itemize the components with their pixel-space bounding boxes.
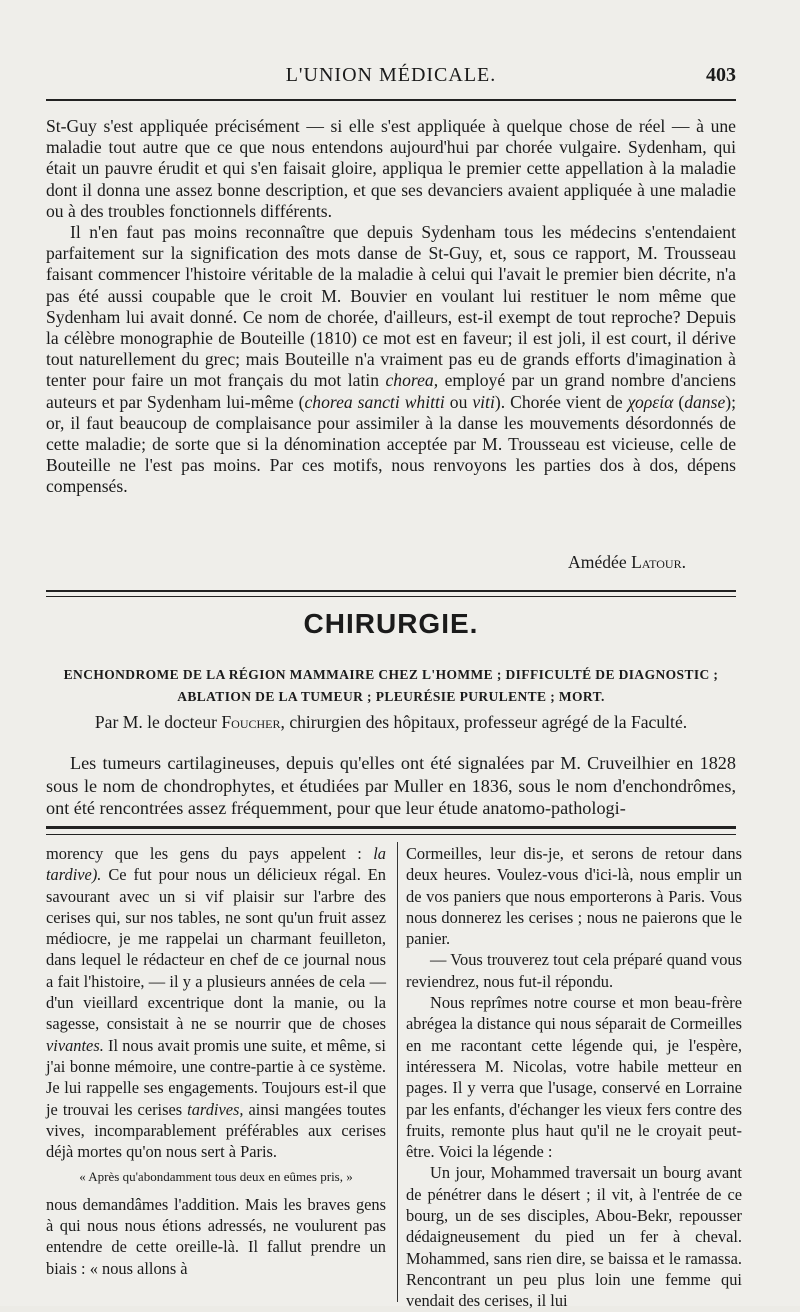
running-title: L'UNION MÉDICALE. bbox=[285, 64, 497, 86]
lead-article bbox=[46, 752, 736, 820]
byline-author: Foucher bbox=[221, 712, 281, 732]
feuilleton-left-column bbox=[46, 843, 386, 1279]
left-text-a: morency que les gens du pays appelent : bbox=[46, 844, 374, 863]
left-italic-a: la tardive). bbox=[46, 844, 386, 885]
greek-word: χορεία bbox=[627, 391, 674, 412]
page-number: 403 bbox=[706, 64, 736, 86]
column-separator bbox=[397, 842, 398, 1302]
paragraph-2-part-b: employé par un grand nombre d'anciens auteurs et par Sydenham lui-même ( bbox=[46, 370, 736, 412]
lead-paragraph: Les tumeurs cartilagineuses, depuis qu'elles ont été signalées par M. Cruveilhier en 1828 sous le nom de chondrophytes, et étudiées par Muller en 1836, sous le nom d'enchondrômes, ont été rencontrées assez fréquemment, pour que leur étude anatomo-pathologi- bbox=[46, 753, 736, 818]
latin-word-viti: viti bbox=[472, 391, 495, 412]
signature bbox=[46, 552, 686, 573]
article-title-line-2: ABLATION DE LA TUMEUR ; PLEURÉSIE PURULENTE ; MORT. bbox=[177, 689, 605, 704]
left-paragraph-2: nous demandâmes l'addition. Mais les braves gens à qui nous nous étions adressés, ne voulurent pas entendre de cette oreille-là. Il fallut prendre un biais : « nous allons à bbox=[46, 1194, 386, 1278]
left-paragraph-1 bbox=[46, 843, 386, 1162]
article-title bbox=[46, 664, 736, 708]
right-paragraph-1: Cormeilles, leur dis-je, et serons de retour dans deux heures. Voulez-vous d'ici-là, nous emplir un de vos paniers que nous emporterons à Paris. Vous nous donnerez les cerises ; nous ne paierons que le panier. bbox=[406, 844, 742, 949]
feuilleton-right-column bbox=[406, 843, 742, 1312]
latin-word-chorea: chorea, bbox=[385, 370, 439, 391]
paragraph-2-part-e: ); or, il faut beaucoup de complaisance pour assimiler à la danse les mouvements désordonnés de cette maladie; de sorte que si la dénomination acceptée par M. Trousseau est vicieuse, celle de Bouteille ne l'est pas moins. Par ces motifs, nous renvoyons les parties dos à dos, dépens compensés. bbox=[46, 391, 736, 497]
word-danse: danse bbox=[684, 391, 726, 412]
top-article-paragraph-1: St-Guy s'est appliquée précisément — si elle s'est appliquée à quelque chose de réel — à une maladie tout autre que ce que nous entendons aujourd'hui par chorée vulgaire. Sydenham, qui était un pauvre érudit et qui s'en faisait gloire, appliqua le premier cette appellation à la maladie dont il donna une assez bonne description, et que ses devanciers avaient appliquée à une maladie ou à des troubles fonctionnels différents. bbox=[46, 116, 736, 221]
top-article-paragraph-2 bbox=[46, 222, 736, 498]
paragraph-2-ou: ou bbox=[444, 391, 473, 412]
article-title-line-1: ENCHONDROME DE LA RÉGION MAMMAIRE CHEZ L'HOMME ; DIFFICULTÉ DE DIAGNOSTIC ; bbox=[63, 667, 719, 682]
signature-first-name: Amédée bbox=[568, 552, 632, 572]
left-italic-c: tardives, bbox=[187, 1099, 244, 1119]
right-paragraph-2: — Vous trouverez tout cela préparé quand vous reviendrez, nous fut-il répondu. bbox=[406, 950, 742, 991]
left-text-d: ainsi mangées toutes vives, incomparablement préférables aux cerises déjà mortes qu'on nous sert à Paris. bbox=[46, 1099, 386, 1162]
paragraph-2-part-c: ). Chorée vient de bbox=[494, 391, 628, 412]
verse-quote: « Après qu'abondamment tous deux en eûmes pris, » bbox=[79, 1169, 353, 1185]
section-title: CHIRURGIE. bbox=[303, 608, 479, 639]
latin-phrase: chorea sancti whitti bbox=[304, 391, 445, 412]
left-text-b: Ce fut pour nous un délicieux régal. En savourant avec un si vif plaisir sur l'arbre des cerises qui, sur nos tables, ne sont qu'un fruit assez médiocre, je me rappelai un charmant feuilleton, dans lequel le rédacteur en chef de ce journal nous a fait l'histoire, — il y a plusieurs années de cela — d'un vieillard excentrique dont la manie, ou la sagesse, consistait à ne se nourrir que de choses bbox=[46, 865, 386, 1034]
left-italic-b: vivantes. bbox=[46, 1035, 104, 1055]
feuilleton-rule bbox=[46, 826, 736, 835]
byline-prefix: Par M. le docteur bbox=[94, 712, 222, 732]
header-rule bbox=[46, 99, 736, 101]
section-rule-top bbox=[46, 590, 736, 597]
running-head bbox=[46, 58, 736, 98]
signature-last-name: Latour. bbox=[631, 552, 686, 572]
top-article bbox=[46, 116, 736, 498]
byline bbox=[46, 712, 736, 733]
byline-suffix: , chirurgien des hôpitaux, professeur agrégé de la Faculté. bbox=[280, 712, 688, 732]
paragraph-2-part-a: Il n'en faut pas moins reconnaître que depuis Sydenham tous les médecins s'entendaient parfaitement sur la signification des mots danse de St-Guy, et, sous ce rapport, M. Trousseau faisant commencer l'histoire véritable de la maladie à celui qui l'avait le premier bien décrite, n'a pas été aussi coupable que le croit M. Bouvier en voulant lui restituer le nom même que Sydenham lui avait donné. Ce nom de chorée, d'ailleurs, est-il exempt de tout reproche? Depuis la célèbre monographie de Bouteille (1810) ce mot est en faveur; il est joli, il est court, il dérive tout naturellement du grec; mais Bouteille n'a vraiment pas eu de grands efforts d'imagination à tenter pour faire un mot français du mot latin bbox=[46, 222, 736, 391]
right-paragraph-4: Un jour, Mohammed traversait un bourg avant de pénétrer dans le désert ; il vit, à l'entrée de ce bourg, un de ses disciples, Abou-Bekr, repousser dédaigneusement du pied un fer à cheval. Mohammed, sans rien dire, se baissa et le ramassa. Rencontrant un peu plus loin une femme qui vendait des cerises, il lui bbox=[406, 1163, 742, 1311]
right-paragraph-3: Nous reprîmes notre course et mon beau-frère abrégea la distance qui nous séparait de Cormeilles en me racontant cette légende qui, je l'espère, intéressera M. Nicolas, votre habile metteur en pages. Il y verra que l'usage, conservé en Lorraine par les enfants, d'échanger les vieux fers contre des fruits, remonte plus haut qu'il ne le croyait peut-être. Voici la légende : bbox=[406, 993, 742, 1162]
paragraph-2-part-d: ( bbox=[673, 391, 685, 412]
left-text-c: Il nous avait promis une suite, et même, si j'ai bonne mémoire, une contre-partie à ce système. Je lui rappelle ses engagements. Toujours est-il que je trouvai les cerises bbox=[46, 1035, 386, 1119]
